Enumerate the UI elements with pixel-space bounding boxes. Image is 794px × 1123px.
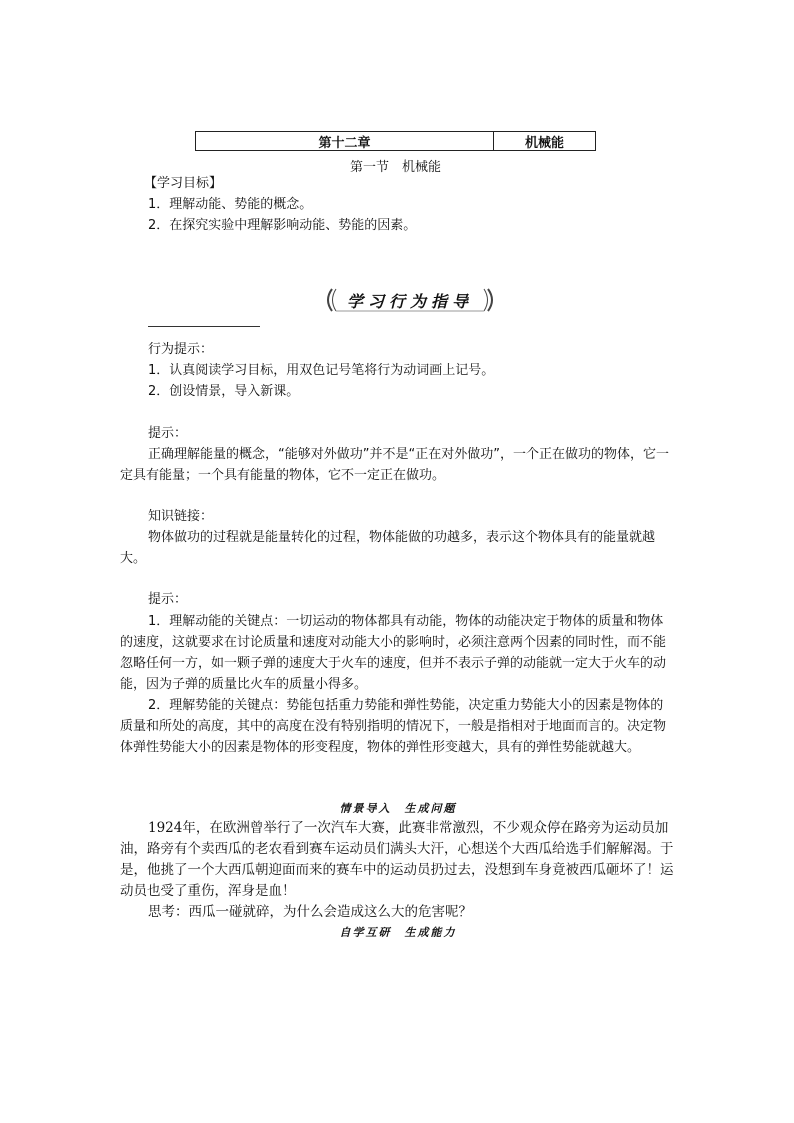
tip1-body: 正确理解能量的概念，“能够对外做功”并不是“正在对外做功”，一个正在做功的物体，它一定具有能量；一个具有能量的物体，它不一定正在做功。 <box>120 447 669 483</box>
objective-item-1: 1．理解动能、势能的概念。 <box>148 197 313 212</box>
chapter-header-box <box>195 131 596 151</box>
tip2-item-2: 2．理解势能的关键点：势能包括重力势能和弹性势能，决定重力势能大小的因素是物体的质量和所处的高度，其中的高度在没有特别指明的情况下，一般是指相对于地面而言的。决定物体弹性势能大小的因素是物体的形变程度，物体的弹性形变越大，具有的弹性势能就越大。 <box>120 698 667 755</box>
behavior-tip-1: 1．认真阅读学习目标，用双色记号笔将行为动词画上记号。 <box>148 363 495 378</box>
guidance-banner <box>322 285 498 315</box>
chapter-topic: 机械能 <box>524 135 564 151</box>
self-study-heading: 自学互研 生成能力 <box>339 926 457 939</box>
chapter-number: 第十二章 <box>196 132 494 150</box>
scenario-heading: 情景导入 生成问题 <box>339 802 457 815</box>
section-title: 第一节 机械能 <box>349 160 441 175</box>
tip2-heading: 提示： <box>148 592 188 607</box>
divider-line <box>148 326 260 327</box>
banner-text: 学习行为指导 <box>346 291 473 311</box>
objectives-heading: 【学习目标】 <box>144 176 223 191</box>
knowledge-heading: 知识链接： <box>148 509 214 524</box>
behavior-tip-2: 2．创设情景，导入新课。 <box>148 384 300 399</box>
scenario-question: 思考：西瓜一碰就碎，为什么会造成这么大的危害呢？ <box>148 904 472 920</box>
objective-item-2: 2．在探究实验中理解影响动能、势能的因素。 <box>148 218 417 233</box>
knowledge-body: 物体做功的过程就是能量转化的过程，物体能做的功越多，表示这个物体具有的能量就越大。 <box>120 530 656 566</box>
tip1-heading: 提示： <box>148 426 188 441</box>
scenario-body: 1924年，在欧洲曾举行了一次汽车大赛，此赛非常激烈，不少观众停在路旁为运动员加油，路旁有个卖西瓜的老农看到赛车运动员们满头大汗，心想送个大西瓜给选手们解解渴。于是，他挑了一个大西瓜朝迎面而来的赛车中的运动员扔过去，没想到车身竟被西瓜砸坏了！运动员也受了重伤，浑身是血！ <box>120 820 674 899</box>
behavior-tips-heading: 行为提示： <box>148 342 214 357</box>
tip2-item-1: 1．理解动能的关键点：一切运动的物体都具有动能，物体的动能决定于物体的质量和物体的速度，这就要求在讨论质量和速度对动能大小的影响时，必须注意两个因素的同时性，而不能忽略任何一方，如一颗子弹的速度大于火车的速度，但并不表示子弹的动能就一定大于火车的动能，因为子弹的质量比火车的质量小得多。 <box>120 614 667 692</box>
